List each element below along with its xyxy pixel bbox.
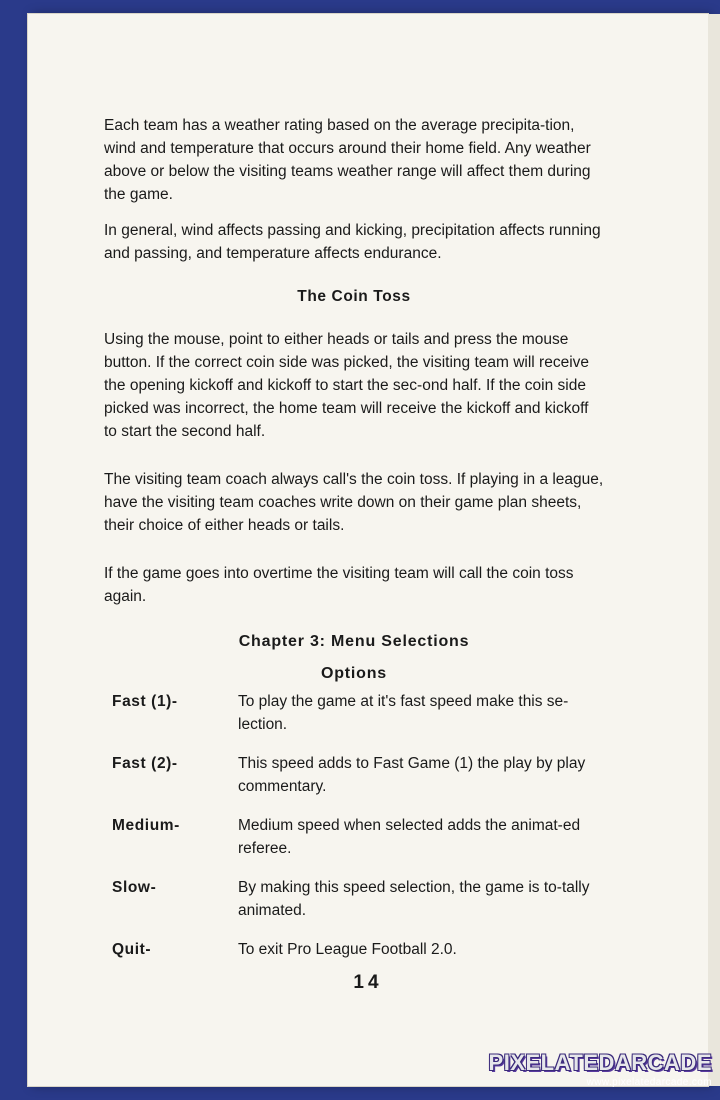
- weather-effects-paragraph: In general, wind affects passing and kicking, precipitation affects running and passing, and temperature affects endurance.: [104, 222, 601, 262]
- menu-option-desc: To play the game at it's fast speed make this se-lection.: [238, 693, 569, 733]
- menu-option-row: [104, 690, 604, 736]
- menu-option-row: [104, 814, 604, 860]
- chapter-subtitle: Options: [320, 665, 388, 682]
- chapter-title: Chapter 3: Menu Selections: [238, 633, 470, 650]
- menu-option-key: Medium-: [112, 817, 180, 834]
- coin-toss-paragraph: If the game goes into overtime the visiting team will call the coin toss again.: [104, 565, 574, 605]
- menu-option-row: [104, 876, 604, 922]
- menu-option-desc: To exit Pro League Football 2.0.: [238, 941, 457, 958]
- menu-option-key: Fast (2)-: [112, 755, 178, 772]
- menu-option-key: Fast (1)-: [112, 693, 178, 710]
- menu-option-desc: Medium speed when selected adds the animat-ed referee.: [238, 817, 581, 857]
- coin-toss-heading: The Coin Toss: [297, 288, 411, 305]
- coin-toss-paragraph: Using the mouse, point to either heads or tails and press the mouse button. If the correct coin side was picked, the visiting team will receive the opening kickoff and kickoff to start the sec-ond half. If the coin side picked was incorrect, the home team will receive the kickoff and kickoff to start the second half.: [104, 331, 590, 440]
- watermark-logo: PIXELATEDARCADE: [488, 1050, 712, 1075]
- menu-option-row: [104, 752, 604, 798]
- watermark: [489, 1050, 712, 1088]
- next-page-edge: [708, 14, 720, 1086]
- page-content: [104, 114, 604, 977]
- menu-option-desc: This speed adds to Fast Game (1) the play by play commentary.: [238, 755, 586, 795]
- weather-rating-paragraph: Each team has a weather rating based on the average precipita-tion, wind and temperature that occurs around their home field. Any weather above or below the visiting teams weather range will affect them during the game.: [104, 117, 591, 203]
- watermark-url: www.pixelatedarcade.com: [586, 1077, 712, 1088]
- menu-option-key: Slow-: [112, 879, 157, 896]
- menu-option-row: [104, 938, 604, 961]
- menu-option-key: Quit-: [112, 941, 152, 958]
- page-number: 14: [353, 972, 383, 993]
- menu-option-desc: By making this speed selection, the game is to-tally animated.: [238, 879, 590, 919]
- coin-toss-paragraph: The visiting team coach always call's the coin toss. If playing in a league, have the visiting team coaches write down on their game plan sheets, their choice of either heads or tails.: [104, 471, 604, 534]
